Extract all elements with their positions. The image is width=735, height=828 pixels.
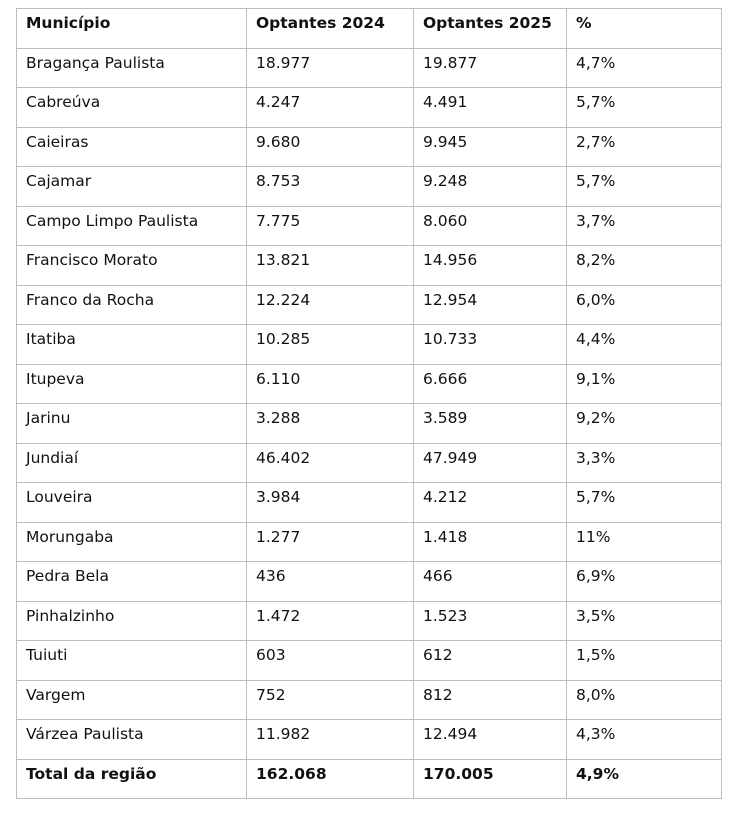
cell-optantes-2024: 4.247 <box>247 88 414 128</box>
cell-optantes-2024: 436 <box>247 562 414 602</box>
header-optantes-2025: Optantes 2025 <box>414 9 567 49</box>
cell-municipio: Louveira <box>17 483 247 523</box>
table-body <box>17 48 722 759</box>
cell-percent: 4,4% <box>567 325 722 365</box>
table-row <box>17 443 722 483</box>
cell-optantes-2025: 4.491 <box>414 88 567 128</box>
cell-municipio: Vargem <box>17 680 247 720</box>
total-percent: 4,9% <box>567 759 722 799</box>
cell-municipio: Tuiuti <box>17 641 247 681</box>
cell-optantes-2024: 8.753 <box>247 167 414 207</box>
cell-percent: 5,7% <box>567 483 722 523</box>
header-municipio: Município <box>17 9 247 49</box>
table-header-row <box>17 9 722 49</box>
optantes-table <box>16 8 722 799</box>
cell-percent: 8,0% <box>567 680 722 720</box>
cell-optantes-2025: 3.589 <box>414 404 567 444</box>
table-row <box>17 601 722 641</box>
cell-percent: 4,3% <box>567 720 722 760</box>
cell-optantes-2025: 9.945 <box>414 127 567 167</box>
cell-percent: 2,7% <box>567 127 722 167</box>
cell-optantes-2024: 603 <box>247 641 414 681</box>
cell-optantes-2024: 9.680 <box>247 127 414 167</box>
cell-percent: 6,0% <box>567 285 722 325</box>
cell-optantes-2024: 752 <box>247 680 414 720</box>
cell-optantes-2025: 14.956 <box>414 246 567 286</box>
cell-municipio: Pedra Bela <box>17 562 247 602</box>
cell-municipio: Várzea Paulista <box>17 720 247 760</box>
cell-optantes-2025: 12.494 <box>414 720 567 760</box>
table-row <box>17 167 722 207</box>
header-optantes-2024: Optantes 2024 <box>247 9 414 49</box>
cell-optantes-2025: 1.418 <box>414 522 567 562</box>
cell-optantes-2025: 1.523 <box>414 601 567 641</box>
cell-percent: 9,1% <box>567 364 722 404</box>
cell-percent: 3,3% <box>567 443 722 483</box>
total-label: Total da região <box>17 759 247 799</box>
cell-municipio: Francisco Morato <box>17 246 247 286</box>
cell-optantes-2024: 13.821 <box>247 246 414 286</box>
cell-percent: 5,7% <box>567 88 722 128</box>
table-total-row <box>17 759 722 799</box>
total-optantes-2024: 162.068 <box>247 759 414 799</box>
cell-optantes-2024: 6.110 <box>247 364 414 404</box>
cell-percent: 9,2% <box>567 404 722 444</box>
cell-percent: 11% <box>567 522 722 562</box>
table-row <box>17 325 722 365</box>
table-row <box>17 483 722 523</box>
cell-percent: 3,5% <box>567 601 722 641</box>
cell-percent: 1,5% <box>567 641 722 681</box>
table-row <box>17 364 722 404</box>
cell-optantes-2024: 10.285 <box>247 325 414 365</box>
table-row <box>17 127 722 167</box>
cell-municipio: Jundiaí <box>17 443 247 483</box>
cell-municipio: Caieiras <box>17 127 247 167</box>
total-optantes-2025: 170.005 <box>414 759 567 799</box>
cell-optantes-2024: 1.472 <box>247 601 414 641</box>
cell-optantes-2024: 3.984 <box>247 483 414 523</box>
cell-municipio: Morungaba <box>17 522 247 562</box>
table-row <box>17 680 722 720</box>
cell-optantes-2024: 11.982 <box>247 720 414 760</box>
cell-municipio: Pinhalzinho <box>17 601 247 641</box>
cell-optantes-2024: 3.288 <box>247 404 414 444</box>
cell-optantes-2025: 47.949 <box>414 443 567 483</box>
cell-municipio: Itatiba <box>17 325 247 365</box>
table-row <box>17 720 722 760</box>
cell-optantes-2024: 7.775 <box>247 206 414 246</box>
cell-optantes-2025: 9.248 <box>414 167 567 207</box>
cell-optantes-2025: 6.666 <box>414 364 567 404</box>
cell-percent: 5,7% <box>567 167 722 207</box>
table-row <box>17 522 722 562</box>
header-percent: % <box>567 9 722 49</box>
cell-optantes-2024: 1.277 <box>247 522 414 562</box>
table-row <box>17 88 722 128</box>
cell-municipio: Campo Limpo Paulista <box>17 206 247 246</box>
cell-percent: 8,2% <box>567 246 722 286</box>
cell-optantes-2025: 12.954 <box>414 285 567 325</box>
table-row <box>17 48 722 88</box>
cell-optantes-2025: 10.733 <box>414 325 567 365</box>
table-row <box>17 246 722 286</box>
cell-optantes-2025: 4.212 <box>414 483 567 523</box>
cell-optantes-2025: 466 <box>414 562 567 602</box>
cell-municipio: Cajamar <box>17 167 247 207</box>
cell-optantes-2024: 18.977 <box>247 48 414 88</box>
cell-percent: 6,9% <box>567 562 722 602</box>
data-table-container <box>16 8 722 799</box>
cell-percent: 4,7% <box>567 48 722 88</box>
cell-optantes-2025: 612 <box>414 641 567 681</box>
cell-municipio: Franco da Rocha <box>17 285 247 325</box>
cell-percent: 3,7% <box>567 206 722 246</box>
cell-optantes-2025: 8.060 <box>414 206 567 246</box>
cell-optantes-2024: 12.224 <box>247 285 414 325</box>
table-row <box>17 285 722 325</box>
cell-municipio: Cabreúva <box>17 88 247 128</box>
cell-municipio: Itupeva <box>17 364 247 404</box>
table-row <box>17 641 722 681</box>
cell-optantes-2025: 812 <box>414 680 567 720</box>
cell-optantes-2024: 46.402 <box>247 443 414 483</box>
table-row <box>17 206 722 246</box>
table-row <box>17 404 722 444</box>
cell-optantes-2025: 19.877 <box>414 48 567 88</box>
table-row <box>17 562 722 602</box>
cell-municipio: Jarinu <box>17 404 247 444</box>
cell-municipio: Bragança Paulista <box>17 48 247 88</box>
